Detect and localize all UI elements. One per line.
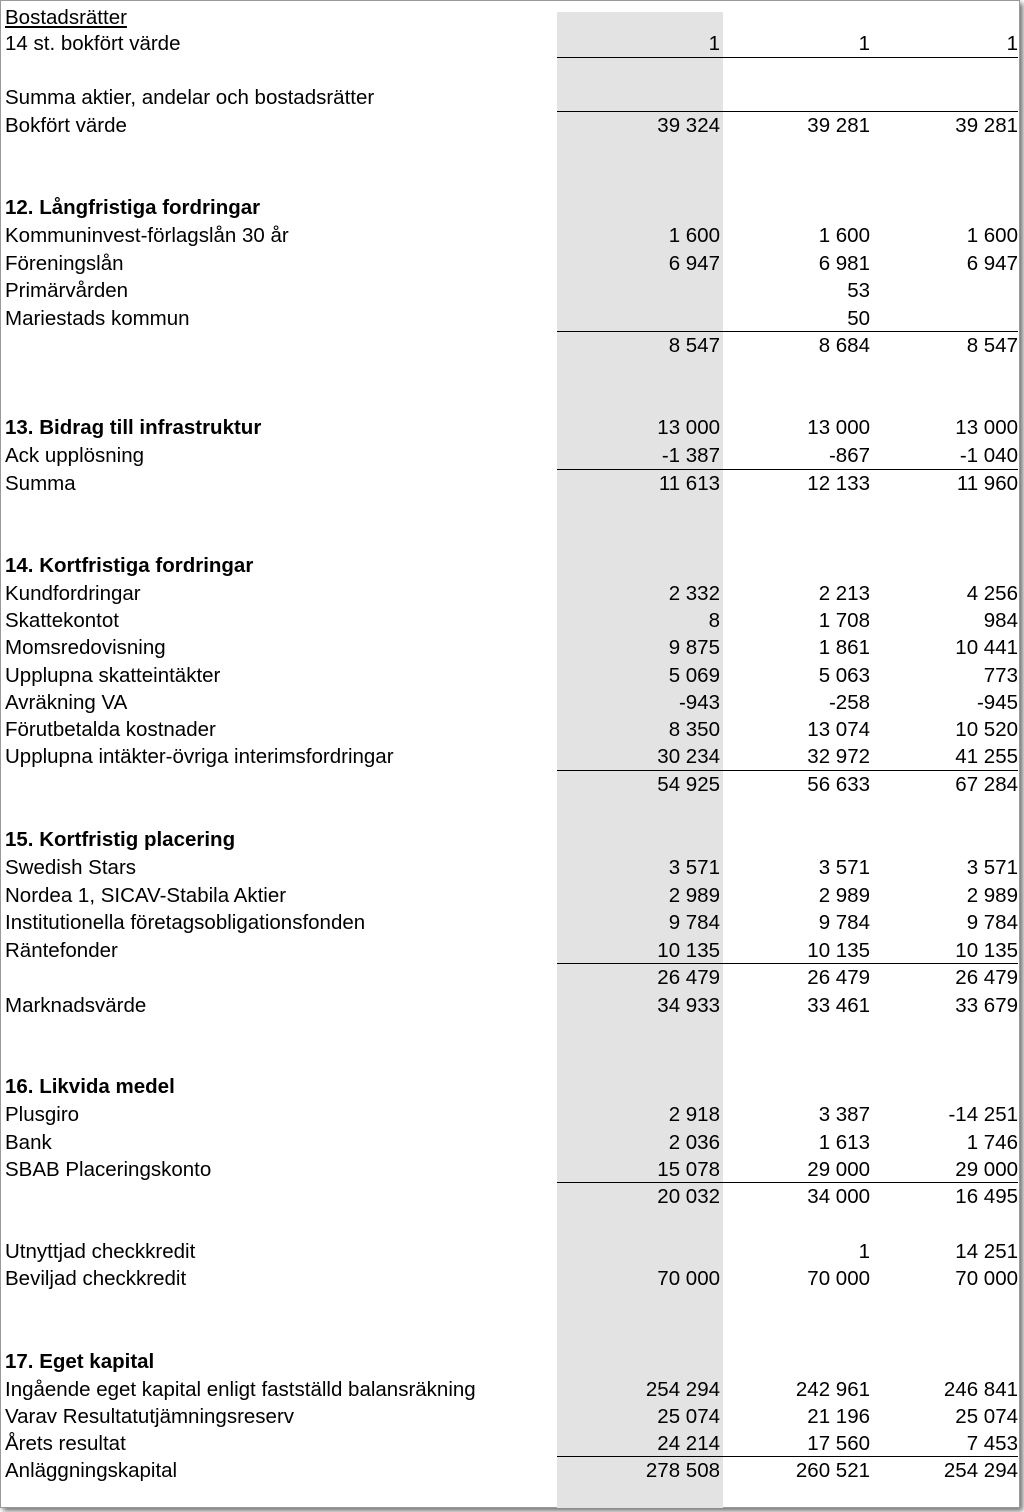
value-cell-col2: 5 063 xyxy=(818,664,870,687)
table-row xyxy=(0,442,1024,469)
value-cell-col1: 2 989 xyxy=(668,884,720,907)
value-cell-col3: 16 495 xyxy=(955,1185,1018,1208)
value-cell-col3: 773 xyxy=(983,664,1018,687)
table-row xyxy=(0,112,1024,139)
table-row xyxy=(0,1238,1024,1265)
value-cell-col3: 4 256 xyxy=(966,582,1018,605)
row-label: 15. Kortfristig placering xyxy=(5,828,236,851)
row-label: Ack upplösning xyxy=(5,444,145,467)
value-cell-col1: 5 069 xyxy=(668,664,720,687)
row-label: Kommuninvest-förlagslån 30 år xyxy=(5,224,289,247)
table-row xyxy=(0,4,1024,31)
value-cell-col1: 11 613 xyxy=(658,472,720,495)
value-cell-col3: -945 xyxy=(976,691,1018,714)
row-label: Bokfört värde xyxy=(5,114,127,137)
value-cell-col1: 1 600 xyxy=(668,224,720,247)
value-cell-col3: 1 746 xyxy=(966,1131,1018,1154)
value-cell-col1: 13 000 xyxy=(657,416,720,439)
table-row xyxy=(0,1457,1024,1484)
value-cell-col2: 8 684 xyxy=(818,334,870,357)
value-cell-col2: 1 xyxy=(858,32,870,55)
section-heading-row xyxy=(0,194,1024,221)
sum-rule-line xyxy=(557,331,1018,332)
value-cell-col1: -943 xyxy=(678,691,720,714)
value-cell-col3: 246 841 xyxy=(943,1378,1018,1401)
table-row xyxy=(0,332,1024,359)
table-row xyxy=(0,1156,1024,1183)
section-heading-row xyxy=(0,552,1024,579)
table-row xyxy=(0,1403,1024,1430)
value-cell-col2: 21 196 xyxy=(807,1405,870,1428)
value-cell-col3: 254 294 xyxy=(943,1459,1018,1482)
value-cell-col3: 39 281 xyxy=(955,114,1018,137)
table-row xyxy=(0,1129,1024,1156)
row-label: Skattekontot xyxy=(5,609,119,632)
section-heading-row xyxy=(0,1073,1024,1100)
value-cell-col1: 1 xyxy=(708,32,720,55)
value-cell-col2: 53 xyxy=(847,279,870,302)
value-cell-col2: 12 133 xyxy=(807,472,870,495)
value-cell-col2: 3 571 xyxy=(818,856,870,879)
value-cell-col3: 67 284 xyxy=(955,773,1018,796)
table-row xyxy=(0,964,1024,991)
row-label: Bostadsrätter xyxy=(5,6,127,29)
value-cell-col3: 9 784 xyxy=(966,911,1018,934)
table-row xyxy=(0,607,1024,634)
value-cell-col3: 33 679 xyxy=(955,994,1018,1017)
value-cell-col1: 24 214 xyxy=(657,1432,720,1455)
value-cell-col1: 10 135 xyxy=(657,939,720,962)
table-row xyxy=(0,1183,1024,1210)
row-label: Räntefonder xyxy=(5,939,118,962)
value-cell-col1: 2 332 xyxy=(668,582,720,605)
value-cell-col3: 1 xyxy=(1006,32,1018,55)
value-cell-col2: 56 633 xyxy=(807,773,870,796)
table-row xyxy=(0,716,1024,743)
value-cell-col1: 278 508 xyxy=(645,1459,720,1482)
row-label: Summa xyxy=(5,472,76,495)
row-label: Årets resultat xyxy=(5,1432,126,1455)
row-label: Upplupna intäkter-övriga interimsfordringar xyxy=(5,745,394,768)
value-cell-col2: 1 861 xyxy=(818,636,870,659)
value-cell-col1: 2 036 xyxy=(668,1131,720,1154)
sum-rule-line xyxy=(557,1182,1018,1183)
row-label: Mariestads kommun xyxy=(5,307,190,330)
table-row xyxy=(0,743,1024,770)
sum-rule-line xyxy=(557,111,1018,112)
value-cell-col1: 20 032 xyxy=(657,1185,720,1208)
row-label: Institutionella företagsobligationsfonden xyxy=(5,911,366,934)
value-cell-col2: 17 560 xyxy=(807,1432,870,1455)
value-cell-col1: 30 234 xyxy=(657,745,720,768)
value-cell-col2: 13 000 xyxy=(807,416,870,439)
table-row xyxy=(0,30,1024,57)
sum-rule-line xyxy=(557,57,1018,58)
value-cell-col3: 11 960 xyxy=(956,472,1018,495)
table-row xyxy=(0,1430,1024,1457)
value-cell-col2: 1 613 xyxy=(818,1131,870,1154)
value-cell-col1: -1 387 xyxy=(661,444,720,467)
value-cell-col1: 254 294 xyxy=(645,1378,720,1401)
value-cell-col3: 26 479 xyxy=(955,966,1018,989)
row-label: Avräkning VA xyxy=(5,691,128,714)
value-cell-col2: 70 000 xyxy=(807,1267,870,1290)
row-label: 12. Långfristiga fordringar xyxy=(5,196,261,219)
table-row xyxy=(0,909,1024,936)
value-cell-col2: 1 xyxy=(858,1240,870,1263)
value-cell-col2: 2 989 xyxy=(818,884,870,907)
value-cell-col3: -14 251 xyxy=(948,1103,1018,1126)
row-label: 17. Eget kapital xyxy=(5,1350,155,1373)
row-label: Momsredovisning xyxy=(5,636,166,659)
sum-rule-line xyxy=(557,963,1018,964)
row-label: Upplupna skatteintäkter xyxy=(5,664,221,687)
row-label: Utnyttjad checkkredit xyxy=(5,1240,196,1263)
row-label: Summa aktier, andelar och bostadsrätter xyxy=(5,86,375,109)
row-label: Varav Resultatutjämningsreserv xyxy=(5,1405,295,1428)
value-cell-col2: 33 461 xyxy=(807,994,870,1017)
value-cell-col2: 6 981 xyxy=(818,252,870,275)
value-cell-col2: 34 000 xyxy=(807,1185,870,1208)
table-row xyxy=(0,305,1024,332)
value-cell-col2: 39 281 xyxy=(807,114,870,137)
table-row xyxy=(0,1265,1024,1292)
value-cell-col1: 9 784 xyxy=(668,911,720,934)
value-cell-col2: 260 521 xyxy=(795,1459,870,1482)
row-label: Kundfordringar xyxy=(5,582,141,605)
sum-rule-line xyxy=(557,469,1018,470)
value-cell-col1: 9 875 xyxy=(668,636,720,659)
value-cell-col2: 29 000 xyxy=(807,1158,870,1181)
value-cell-col3: 13 000 xyxy=(955,416,1018,439)
row-label: Ingående eget kapital enligt fastställd balansräkning xyxy=(5,1378,476,1401)
value-cell-col3: 7 453 xyxy=(966,1432,1018,1455)
value-cell-col2: 26 479 xyxy=(807,966,870,989)
table-row xyxy=(0,662,1024,689)
value-cell-col1: 3 571 xyxy=(668,856,720,879)
value-cell-col3: 10 441 xyxy=(955,636,1018,659)
table-row xyxy=(0,882,1024,909)
value-cell-col2: 242 961 xyxy=(795,1378,870,1401)
section-heading-row xyxy=(0,826,1024,853)
value-cell-col1: 8 350 xyxy=(668,718,720,741)
value-cell-col3: 29 000 xyxy=(955,1158,1018,1181)
table-row xyxy=(0,470,1024,497)
table-row xyxy=(0,1376,1024,1403)
table-row xyxy=(0,277,1024,304)
value-cell-col3: 10 520 xyxy=(955,718,1018,741)
value-cell-col2: 50 xyxy=(847,307,870,330)
value-cell-col3: 2 989 xyxy=(966,884,1018,907)
value-cell-col1: 8 xyxy=(708,609,720,632)
section-heading-row xyxy=(0,414,1024,441)
value-cell-col3: 25 074 xyxy=(955,1405,1018,1428)
value-cell-col1: 54 925 xyxy=(657,773,720,796)
value-cell-col3: 41 255 xyxy=(955,745,1018,768)
table-row xyxy=(0,771,1024,798)
row-label: 14. Kortfristiga fordringar xyxy=(5,554,254,577)
value-cell-col2: 2 213 xyxy=(818,582,870,605)
row-label: 16. Likvida medel xyxy=(5,1075,175,1098)
value-cell-col3: 6 947 xyxy=(966,252,1018,275)
table-row xyxy=(0,250,1024,277)
value-cell-col2: 13 074 xyxy=(807,718,870,741)
value-cell-col2: 10 135 xyxy=(807,939,870,962)
row-label: 13. Bidrag till infrastruktur xyxy=(5,416,262,439)
table-row xyxy=(0,689,1024,716)
row-label: Förutbetalda kostnader xyxy=(5,718,216,741)
row-label: Beviljad checkkredit xyxy=(5,1267,187,1290)
value-cell-col3: 3 571 xyxy=(966,856,1018,879)
row-label: Plusgiro xyxy=(5,1103,80,1126)
value-cell-col1: 2 918 xyxy=(668,1103,720,1126)
value-cell-col3: 70 000 xyxy=(955,1267,1018,1290)
value-cell-col2: -258 xyxy=(828,691,870,714)
value-cell-col2: 1 708 xyxy=(818,609,870,632)
value-cell-col3: -1 040 xyxy=(959,444,1018,467)
table-row xyxy=(0,937,1024,964)
sum-rule-line xyxy=(557,1456,1018,1457)
value-cell-col2: 32 972 xyxy=(807,745,870,768)
value-cell-col3: 14 251 xyxy=(955,1240,1018,1263)
value-cell-col1: 39 324 xyxy=(657,114,720,137)
row-label: Marknadsvärde xyxy=(5,994,147,1017)
table-row xyxy=(0,222,1024,249)
row-label: Bank xyxy=(5,1131,52,1154)
value-cell-col1: 15 078 xyxy=(657,1158,720,1181)
value-cell-col3: 984 xyxy=(983,609,1018,632)
table-row xyxy=(0,580,1024,607)
table-row xyxy=(0,84,1024,111)
value-cell-col1: 70 000 xyxy=(657,1267,720,1290)
table-row xyxy=(0,992,1024,1019)
row-label: 14 st. bokfört värde xyxy=(5,32,181,55)
value-cell-col1: 8 547 xyxy=(668,334,720,357)
value-cell-col1: 25 074 xyxy=(657,1405,720,1428)
value-cell-col2: 9 784 xyxy=(818,911,870,934)
row-label: Swedish Stars xyxy=(5,856,137,879)
value-cell-col2: 1 600 xyxy=(818,224,870,247)
value-cell-col1: 26 479 xyxy=(657,966,720,989)
value-cell-col3: 1 600 xyxy=(966,224,1018,247)
table-row xyxy=(0,854,1024,881)
row-label: Föreningslån xyxy=(5,252,124,275)
row-label: Anläggningskapital xyxy=(5,1459,178,1482)
table-row xyxy=(0,634,1024,661)
value-cell-col1: 34 933 xyxy=(657,994,720,1017)
value-cell-col2: -867 xyxy=(828,444,870,467)
value-cell-col1: 6 947 xyxy=(668,252,720,275)
sum-rule-line xyxy=(557,770,1018,771)
row-label: SBAB Placeringskonto xyxy=(5,1158,212,1181)
value-cell-col3: 10 135 xyxy=(955,939,1018,962)
table-row xyxy=(0,1101,1024,1128)
section-heading-row xyxy=(0,1348,1024,1375)
row-label: Nordea 1, SICAV-Stabila Aktier xyxy=(5,884,287,907)
row-label: Primärvården xyxy=(5,279,129,302)
value-cell-col3: 8 547 xyxy=(966,334,1018,357)
value-cell-col2: 3 387 xyxy=(818,1103,870,1126)
